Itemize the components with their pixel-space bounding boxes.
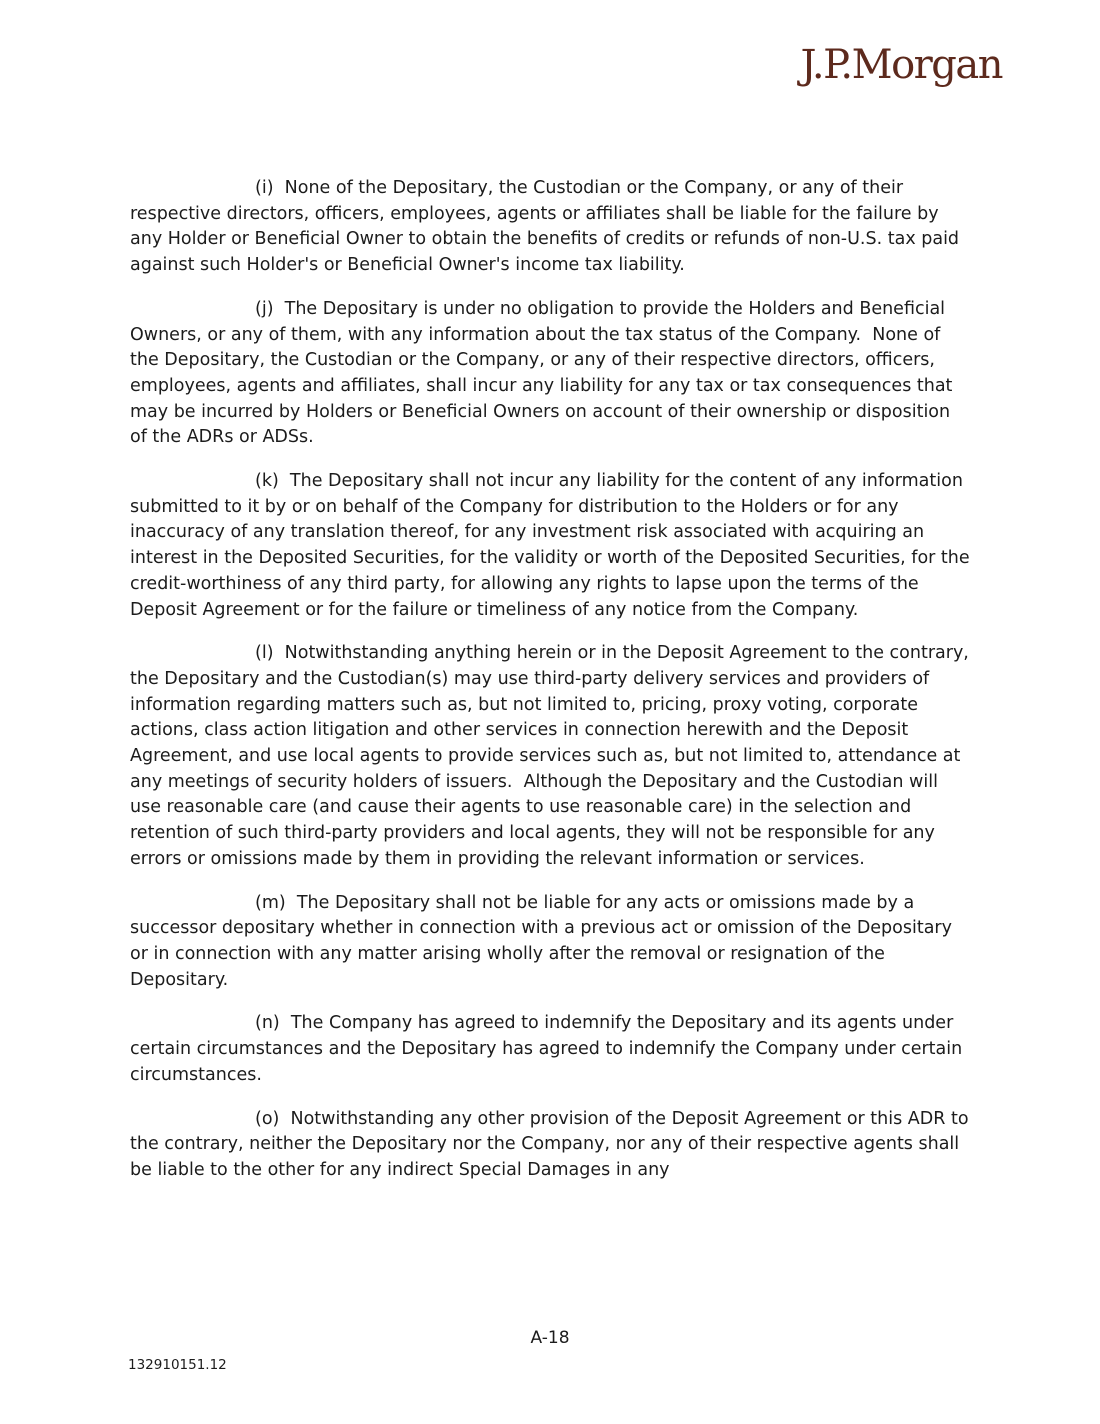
paragraph-n: (n) The Company has agreed to indemnify the Depositary and its agents under certain circumstances and the Depositary has agreed to indemnify the Company under certain circumstances. <box>130 1013 968 1085</box>
document-body <box>130 176 976 1202</box>
jpmorgan-logo: J.P.Morgan <box>800 42 1002 88</box>
paragraph-l: (l) Notwithstanding anything herein or in the Deposit Agreement to the contrary, the Depositary and the Custodian(s) may use third-party delivery services and providers of information regarding matters such as, but not limited to, pricing, proxy voting, corporate actions, class action litigation and other services in connection herewith and the Deposit Agreement, and use local agents to provide services such as, but not limited to, attendance at any meetings of security holders of issuers. Although the Depositary and the Custodian will use reasonable care (and cause their agents to use reasonable care) in the selection and retention of such third-party providers and local agents, they will not be responsible for any errors or omissions made by them in providing the relevant information or services. <box>130 643 975 869</box>
paragraph-j: (j) The Depositary is under no obligation to provide the Holders and Beneficial Owners, or any of them, with any information about the tax status of the Company. None of the Depositary, the Custodian or the Company, or any of their respective directors, officers, employees, agents and affiliates, shall incur any liability for any tax or tax consequences that may be incurred by Holders or Beneficial Owners on account of their ownership or disposition of the ADRs or ADSs. <box>130 298 958 448</box>
paragraph-m: (m) The Depositary shall not be liable for any acts or omissions made by a successor depositary whether in connection with a previous act or omission of the Depositary or in connection with any matter arising wholly after the removal or resignation of the Depositary. <box>130 892 958 990</box>
paragraph-o: (o) Notwithstanding any other provision of the Deposit Agreement or this ADR to the contrary, neither the Depositary nor the Company, nor any of their respective agents shall be liable to the other for any indirect Special Damages in any <box>130 1108 975 1180</box>
paragraph-k: (k) The Depositary shall not incur any liability for the content of any information submitted to it by or on behalf of the Company for distribution to the Holders or for any inaccuracy of any translation thereof, for any investment risk associated with acquiring an interest in the Deposited Securities, for the validity or worth of the Deposited Securities, for the credit-worthiness of any third party, for allowing any rights to lapse upon the terms of the Deposit Agreement or for the failure or timeliness of any notice from the Company. <box>130 471 976 620</box>
paragraph-i: (i) None of the Depositary, the Custodian or the Company, or any of their respective directors, officers, employees, agents or affiliates shall be liable for the failure by any Holder or Beneficial Owner to obtain the benefits of credits or refunds of non-U.S. tax paid against such Holder's or Beneficial Owner's income tax liability. <box>130 178 965 276</box>
document-id: 132910151.12 <box>128 1357 227 1373</box>
page-number: A-18 <box>530 1328 570 1348</box>
